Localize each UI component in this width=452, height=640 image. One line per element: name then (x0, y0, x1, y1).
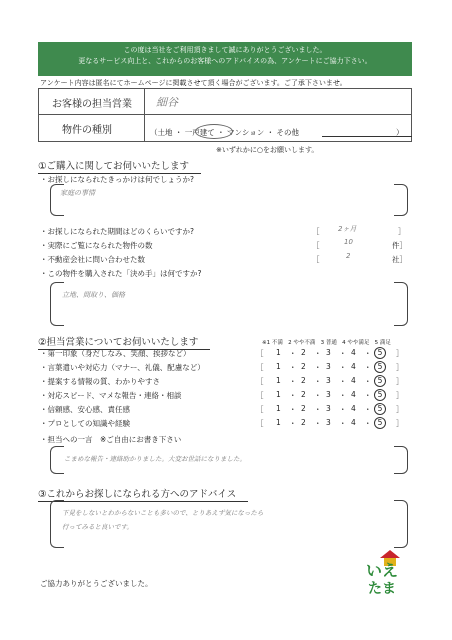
scale-4: 4 やや満足 (342, 340, 370, 346)
rating-score[interactable]: 2 (301, 418, 306, 427)
rating-separator: ・ (314, 349, 322, 358)
thanks-text: ご協力ありがとうございました。 (40, 579, 153, 588)
rating-score[interactable]: 4 (351, 362, 356, 371)
rating-separator: ・ (314, 391, 322, 400)
rating-score[interactable]: 1 (276, 376, 281, 385)
rating-separator: ・ (339, 349, 347, 358)
rating-bracket-open: ［ (256, 405, 264, 414)
section-1-title: ①ご購入に関してお伺いいたします (38, 158, 189, 172)
rating-bracket-open: ［ (256, 391, 264, 400)
rating-score[interactable]: 2 (301, 362, 306, 371)
notice-text: アンケート内容は匿名にてホームページに掲載させて頂く場合がございます。ご了承下さいませ。 (40, 79, 347, 87)
rating-separator: ・ (314, 363, 322, 372)
rating-separator: ・ (339, 419, 347, 428)
rating-score[interactable]: 2 (301, 390, 306, 399)
rating-separator: ・ (364, 391, 372, 400)
rating-separator: ・ (289, 419, 297, 428)
rating-separator: ・ (364, 349, 372, 358)
rating-score[interactable]: 1 (276, 418, 281, 427)
section-2-title: ②担当営業についてお伺いいたします (38, 334, 198, 348)
bracket-left-2 (50, 282, 64, 326)
advice-line-1[interactable]: 下見をしないとわからないことも多いので、とりあえず気になったら (62, 509, 264, 517)
header-banner (38, 42, 412, 76)
ietama-logo (366, 548, 412, 600)
rating-scale-legend (262, 338, 391, 346)
rating-score[interactable]: 5 (374, 403, 386, 415)
property-type-close: ） (396, 128, 404, 137)
rating-score[interactable]: 3 (326, 348, 331, 357)
question-agencies-count: ・不動産会社に問い合わせた数 (40, 255, 145, 264)
logo-line-2: たま (368, 581, 396, 597)
bracket-open-agencies: ［ (312, 255, 320, 264)
rating-score[interactable]: 5 (374, 375, 386, 387)
rating-score[interactable]: 1 (276, 348, 281, 357)
agent-label: お客様の担当営業 (52, 99, 132, 110)
rating-separator: ・ (314, 377, 322, 386)
table-divider (38, 114, 412, 115)
rating-bracket-open: ［ (256, 363, 264, 372)
rating-score[interactable]: 2 (301, 348, 306, 357)
banner-line-1: この度は当社をご利用頂きまして誠にありがとうございました。 (123, 46, 327, 54)
rating-score[interactable]: 5 (374, 347, 386, 359)
answer-viewed-count[interactable]: 10 (344, 238, 353, 246)
rating-separator: ・ (364, 363, 372, 372)
rating-score[interactable]: 4 (351, 418, 356, 427)
rating-separator: ・ (289, 377, 297, 386)
scale-5: 5 満足 (374, 340, 391, 346)
rating-bracket-close: ］ (396, 349, 404, 358)
rating-score[interactable]: 1 (276, 390, 281, 399)
unit-agencies: 社］ (392, 255, 407, 264)
rating-separator: ・ (289, 363, 297, 372)
logo-line-1: いえ (366, 561, 399, 580)
rating-separator: ・ (364, 405, 372, 414)
property-type-label: 物件の種別 (62, 125, 112, 136)
rating-separator: ・ (339, 391, 347, 400)
rating-score[interactable]: 5 (374, 361, 386, 373)
question-period: ・お探しになられた期間はどのくらいですか? (40, 227, 194, 236)
rating-separator: ・ (289, 349, 297, 358)
rating-separator: ・ (339, 405, 347, 414)
rating-bracket-close: ］ (396, 405, 404, 414)
bracket-right (394, 184, 408, 216)
rating-score[interactable]: 2 (301, 376, 306, 385)
scale-2: 2 やや不満 (288, 340, 316, 346)
rating-item-label: ・対応スピード、マメな報告・連絡・相談 (40, 391, 182, 400)
rating-bracket-close: ］ (396, 363, 404, 372)
table-col-divider (144, 88, 145, 142)
section-3-title: ③これからお探しになられる方へのアドバイス (38, 486, 236, 500)
rating-bracket-open: ［ (256, 349, 264, 358)
rating-separator: ・ (289, 391, 297, 400)
bracket-close-period: ］ (398, 227, 406, 236)
rating-score[interactable]: 4 (351, 390, 356, 399)
advice-line-2[interactable]: 行ってみると良いです。 (62, 523, 133, 531)
rating-score[interactable]: 5 (374, 417, 386, 429)
bracket-open-period: ［ (312, 227, 320, 236)
scale-1: ※1 不満 (262, 340, 283, 346)
comment-text[interactable]: こまめな報告・連絡助かりました。大変お世話になりました。 (64, 455, 246, 463)
rating-separator: ・ (364, 419, 372, 428)
rating-item-label: ・信頼感、安心感、責任感 (40, 405, 130, 414)
rating-separator: ・ (364, 377, 372, 386)
rating-separator: ・ (314, 419, 322, 428)
rating-bracket-open: ［ (256, 419, 264, 428)
rating-score[interactable]: 4 (351, 376, 356, 385)
rating-bracket-open: ［ (256, 377, 264, 386)
answer-agencies-count[interactable]: 2 (346, 252, 351, 260)
rating-item-label: ・言葉遣いや対応力（マナー、礼儀、配慮など） (40, 363, 205, 372)
rating-score[interactable]: 4 (351, 348, 356, 357)
rating-item-label: ・提案する情報の質、わかりやすさ (40, 377, 160, 386)
rating-separator: ・ (339, 363, 347, 372)
answer-period[interactable]: 2ヶ月 (338, 225, 357, 233)
rating-score[interactable]: 3 (326, 390, 331, 399)
rating-separator: ・ (339, 377, 347, 386)
question-viewed-count: ・実際にご覧になられた物件の数 (40, 241, 153, 250)
bracket-right-2 (394, 282, 408, 326)
rating-bracket-close: ］ (396, 377, 404, 386)
rating-score[interactable]: 3 (326, 376, 331, 385)
rating-score[interactable]: 4 (351, 404, 356, 413)
rating-separator: ・ (314, 405, 322, 414)
answer-trigger[interactable]: 家庭の事情 (60, 189, 95, 197)
unit-viewed: 件］ (392, 241, 407, 250)
property-type-options: （土地 ・ 一戸建て ・ マンション ・ その他 (150, 128, 299, 137)
property-type-hint: ※いずれかに○をお願いします。 (216, 146, 319, 154)
rating-score[interactable]: 1 (276, 362, 281, 371)
rating-score[interactable]: 1 (276, 404, 281, 413)
rating-separator: ・ (289, 405, 297, 414)
rating-score[interactable]: 3 (326, 362, 331, 371)
comment-label: ・担当への一言 ※ご自由にお書き下さい (40, 435, 182, 444)
agent-value[interactable]: 細谷 (156, 96, 178, 109)
rating-score[interactable]: 5 (374, 389, 386, 401)
rating-item-label: ・プロとしての知識や経験 (40, 419, 130, 428)
rating-item-label: ・第一印象（身だしなみ、笑顔、挨拶など） (40, 349, 191, 358)
banner-line-2: 更なるサービス向上と、これからのお客様へのアドバイスの為、アンケートにご協力下さい。 (78, 57, 372, 65)
rating-bracket-close: ］ (396, 391, 404, 400)
question-trigger: ・お探しになられたきっかけは何でしょうか? (40, 175, 194, 184)
rating-score[interactable]: 3 (326, 418, 331, 427)
bracket-right-3 (394, 446, 408, 474)
rating-bracket-close: ］ (396, 419, 404, 428)
bracket-right-4 (394, 500, 408, 548)
selected-type-circle[interactable] (195, 124, 233, 139)
answer-deciding-factor[interactable]: 立地、間取り、価格 (62, 291, 125, 299)
rating-score[interactable]: 2 (301, 404, 306, 413)
bracket-open-viewed: ［ (312, 241, 320, 250)
bracket-left-3 (50, 446, 64, 474)
scale-3: 3 普通 (320, 340, 337, 346)
rating-score[interactable]: 3 (326, 404, 331, 413)
question-deciding-factor: ・この物件を購入された「決め手」は何ですか? (40, 269, 202, 278)
